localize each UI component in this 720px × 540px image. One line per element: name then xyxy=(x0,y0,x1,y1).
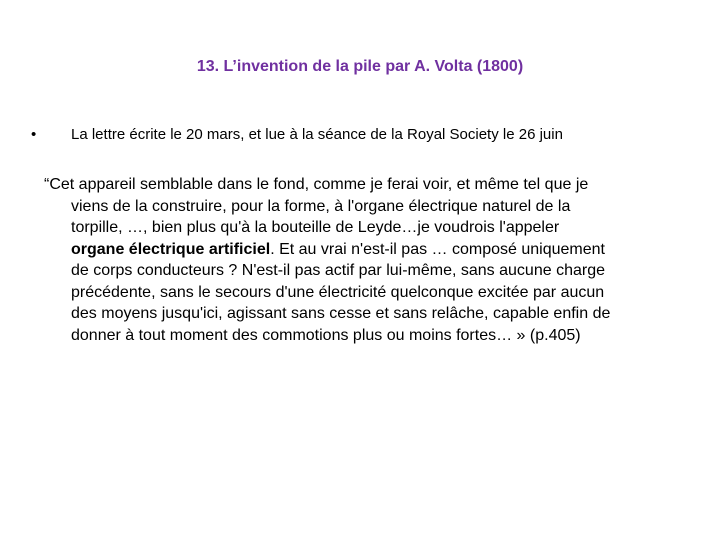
quote-emphasis: organe électrique artificiel xyxy=(71,240,271,258)
quote-line-4-rest: . Et au vrai n'est-il pas … composé uniquement xyxy=(270,240,605,258)
quote-line-4 xyxy=(44,239,684,261)
quote-line-7: des moyens jusqu'ici, agissant sans cesse et sans relâche, capable enfin de xyxy=(71,305,611,322)
quote-line-6: précédente, sans le secours d'une électricité quelconque excitée par aucun xyxy=(71,283,605,301)
quote-line-5: de corps conducteurs ? N'est-il pas actif par lui-même, sans aucune charge xyxy=(71,262,605,279)
quote-line-8: donner à tout moment des commotions plus ou moins fortes… » (p.405) xyxy=(71,326,581,344)
slide-title: 13. L’invention de la pile par A. Volta (1800) xyxy=(196,58,524,75)
quote-line-1: “Cet appareil semblable dans le fond, comme je ferai voir, et même tel que je xyxy=(44,176,589,193)
quote-line-3: torpille, …, bien plus qu'à la bouteille de Leyde…je voudrois l'appeler xyxy=(71,219,560,236)
bullet-marker: • xyxy=(31,126,37,143)
quote-block xyxy=(44,174,684,346)
quote-line-2: viens de la construire, pour la forme, à l'organe électrique naturel de la xyxy=(71,197,571,215)
bullet-text: La lettre écrite le 20 mars, et lue à la séance de la Royal Society le 26 juin xyxy=(71,126,563,143)
